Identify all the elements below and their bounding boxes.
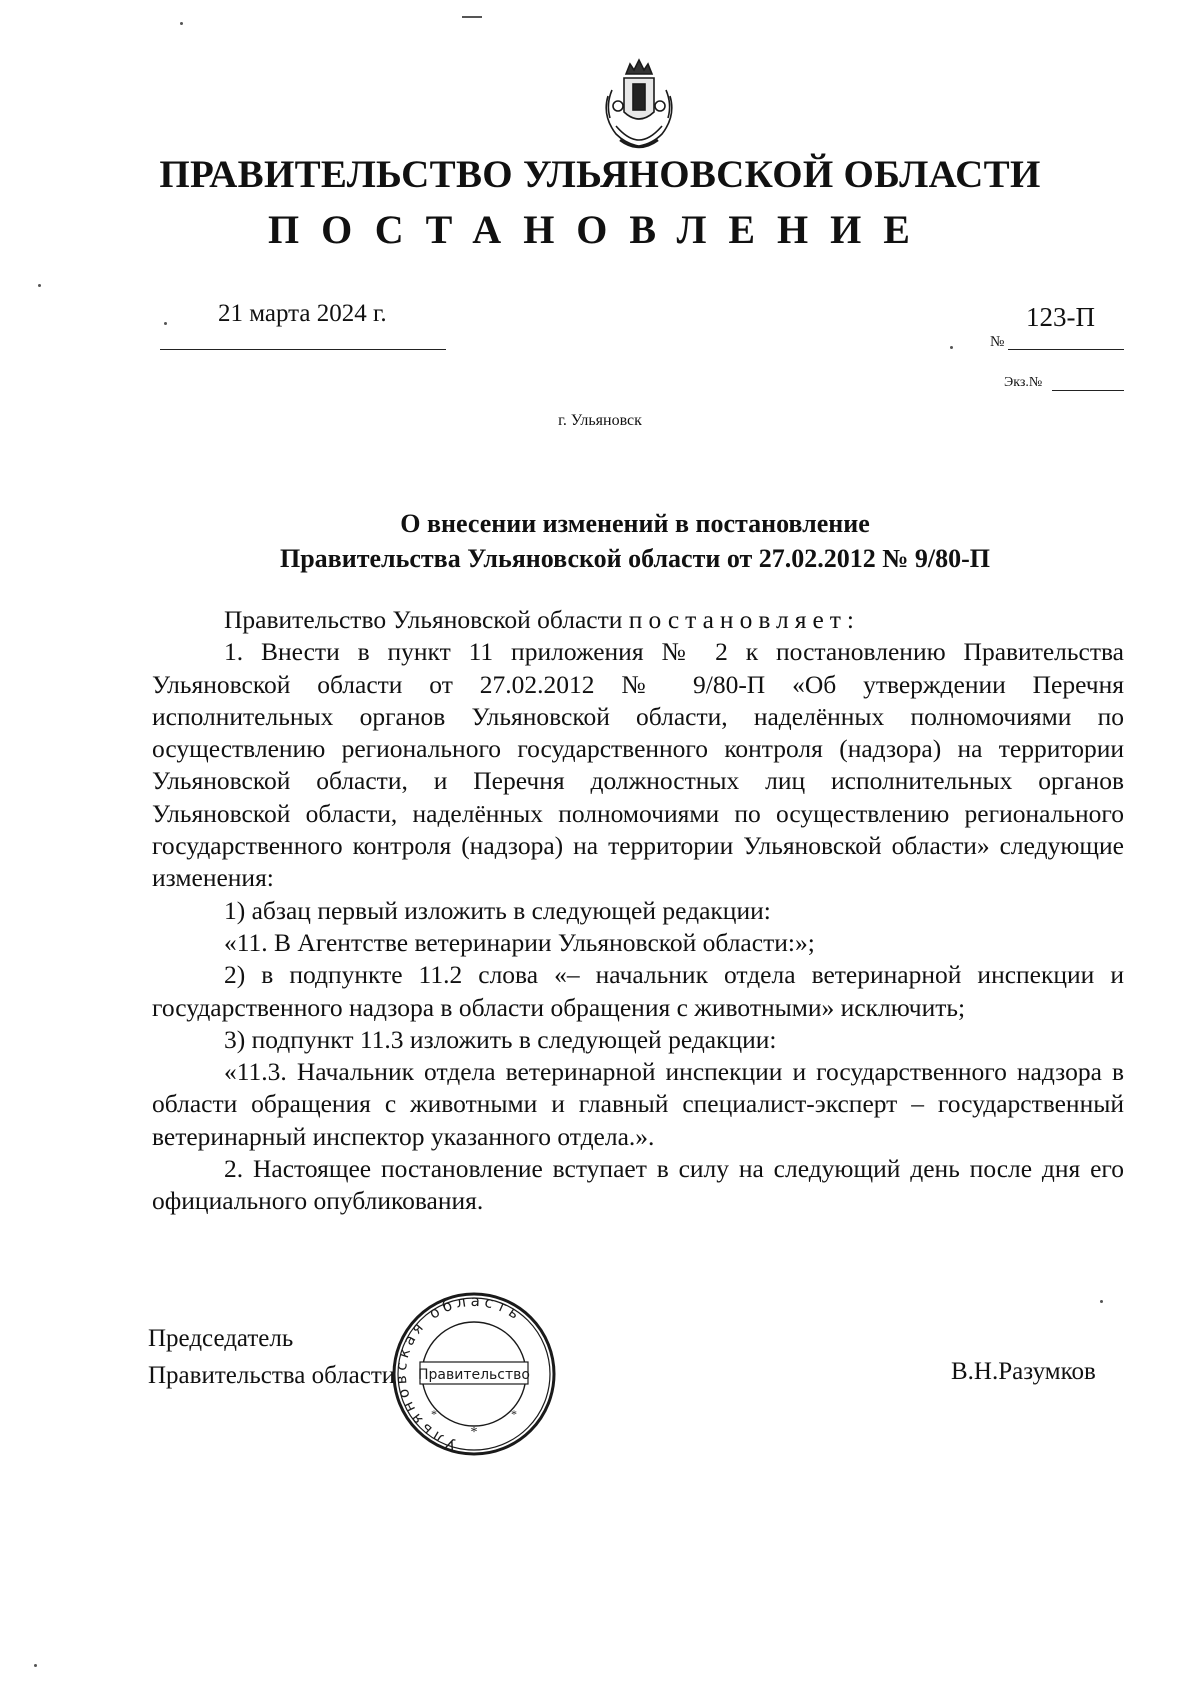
signatory-name: В.Н.Разумков xyxy=(951,1358,1096,1385)
document-number: 123-П xyxy=(1026,302,1095,332)
preamble-spaced-verb: постановляет: xyxy=(628,605,861,634)
signatory-position xyxy=(148,1320,395,1394)
subject-heading xyxy=(150,506,1120,576)
svg-text:*: * xyxy=(470,1425,478,1440)
body-paragraph: 2. Настоящее постановление вступает в силу на следующий день после дня его официального опубликования. xyxy=(152,1154,1124,1216)
body-paragraph: 3) подпункт 11.3 изложить в следующей редакции: xyxy=(224,1024,777,1054)
scan-speck xyxy=(34,1664,37,1667)
subject-line: Правительства Ульяновской области от 27.02.2012 № 9/80-П xyxy=(280,544,990,573)
number-underline xyxy=(1008,349,1124,350)
official-seal-stamp xyxy=(392,1290,556,1458)
svg-text:*: * xyxy=(431,1407,437,1421)
preamble-text: Правительство Ульяновской области xyxy=(224,605,629,634)
body-paragraph: «11.3. Начальник отдела ветеринарной инспекции и государственного надзора в области обращения с животными и главный специалист-эксперт – государственный ветеринарный инспектор указанного отдела.». xyxy=(152,1057,1124,1151)
position-line: Правительства области xyxy=(148,1362,396,1389)
scan-speck xyxy=(462,16,482,18)
body-paragraph: 2) в подпункте 11.2 слова «– начальник отдела ветеринарной инспекции и государственного надзора в области обращения с животными» исключить; xyxy=(152,960,1124,1022)
scan-speck xyxy=(1100,1300,1103,1303)
preamble xyxy=(152,604,1124,636)
organization-title: ПРАВИТЕЛЬСТВО УЛЬЯНОВСКОЙ ОБЛАСТИ xyxy=(159,153,1041,196)
scan-speck xyxy=(180,22,183,25)
body-paragraph: 1. Внести в пункт 11 приложения № 2 к постановлению Правительства Ульяновской области от 27.02.2012 № 9/80-П «Об утверждении Перечня исполнительных органов Ульяновской области, наделённых полномочиями по осуществлению регионального государственного контроля (надзора) на территории Ульяновской области, и Перечня должностных лиц исполнительных органов Ульяновской области, наделённых полномочиями по осуществлению регионального государственного контроля (надзора) на территории Ульяновской области» следующие изменения: xyxy=(152,637,1124,893)
scan-speck xyxy=(164,322,167,325)
scan-speck xyxy=(38,284,41,287)
svg-text:Правительство: Правительство xyxy=(418,1367,530,1383)
svg-text:*: * xyxy=(511,1407,517,1421)
city: г. Ульяновск xyxy=(558,412,642,429)
copy-underline xyxy=(1052,390,1124,391)
document-date: 21 марта 2024 г. xyxy=(218,300,387,327)
position-line: Председатель xyxy=(148,1325,294,1352)
document-type: ПОСТАНОВЛЕНИЕ xyxy=(268,207,932,252)
svg-text:Ульяновская область: Ульяновская область xyxy=(392,1291,526,1454)
coat-of-arms-icon xyxy=(596,56,682,156)
body-paragraph: «11. В Агентстве ветеринарии Ульяновской области:»; xyxy=(224,927,815,957)
date-underline xyxy=(160,349,446,350)
number-label: № xyxy=(990,334,1005,350)
document-body xyxy=(152,604,1124,1218)
copy-label: Экз.№ xyxy=(1004,375,1043,390)
scan-speck xyxy=(950,346,953,349)
subject-line: О внесении изменений в постановление xyxy=(400,509,870,538)
body-paragraph: 1) абзац первый изложить в следующей редакции: xyxy=(224,895,771,925)
